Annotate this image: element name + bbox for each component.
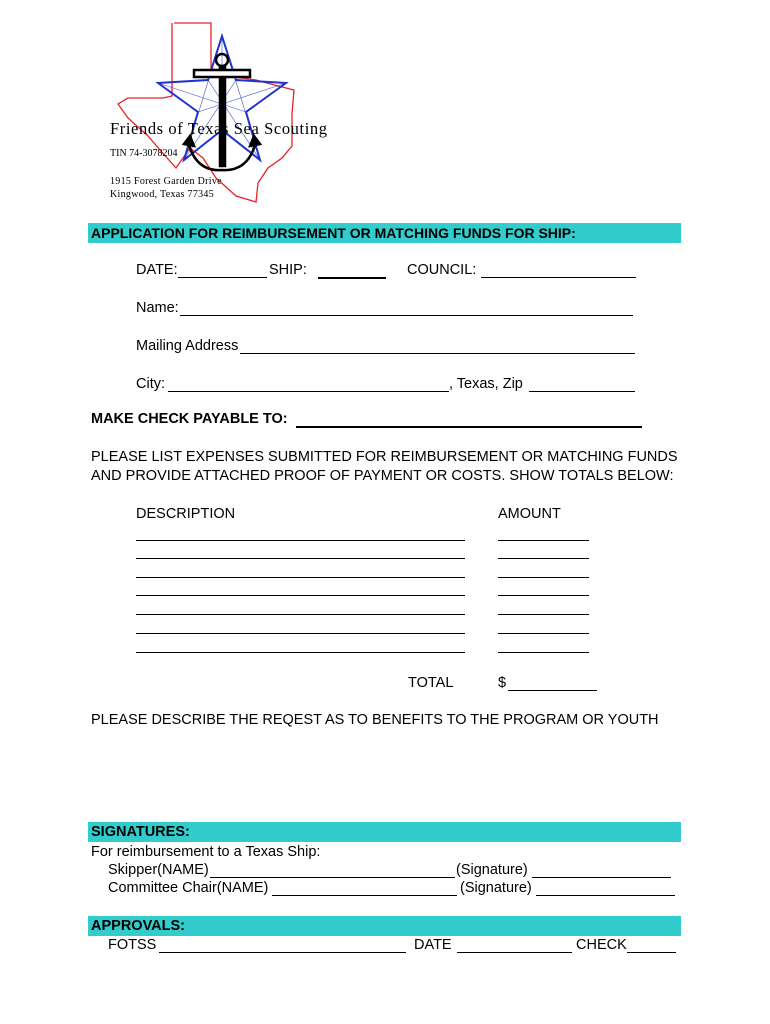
description-row-field[interactable] xyxy=(136,614,465,615)
texas-zip-label: , Texas, Zip xyxy=(449,376,523,392)
approval-date-field[interactable] xyxy=(457,952,572,953)
ship-label: SHIP: xyxy=(269,262,307,278)
signatures-heading: SIGNATURES: xyxy=(91,824,190,840)
council-label: COUNCIL: xyxy=(407,262,477,278)
description-row-field[interactable] xyxy=(136,540,465,541)
instructions-line-1: PLEASE LIST EXPENSES SUBMITTED FOR REIMBURSEMENT OR MATCHING FUNDS xyxy=(91,449,678,465)
describe-request-area[interactable] xyxy=(91,735,681,815)
amount-row-field[interactable] xyxy=(498,595,589,596)
council-field[interactable] xyxy=(481,277,636,278)
amount-row-field[interactable] xyxy=(498,614,589,615)
mailing-address-field[interactable] xyxy=(240,353,635,354)
description-row-field[interactable] xyxy=(136,577,465,578)
date-label: DATE: xyxy=(136,262,178,278)
committee-chair-signature-label: (Signature) xyxy=(460,880,532,896)
instructions-line-2: AND PROVIDE ATTACHED PROOF OF PAYMENT OR COSTS. SHOW TOTALS BELOW: xyxy=(91,468,674,484)
description-row-field[interactable] xyxy=(136,633,465,634)
fotss-field[interactable] xyxy=(159,952,406,953)
description-row-field[interactable] xyxy=(136,652,465,653)
description-header: DESCRIPTION xyxy=(136,506,236,522)
form-title: APPLICATION FOR REIMBURSEMENT OR MATCHING FUNDS FOR SHIP: xyxy=(91,225,576,241)
amount-row-field[interactable] xyxy=(498,540,589,541)
amount-row-field[interactable] xyxy=(498,558,589,559)
check-label: CHECK xyxy=(576,937,627,953)
zip-field[interactable] xyxy=(529,391,635,392)
signatures-intro: For reimbursement to a Texas Ship: xyxy=(91,844,321,860)
amount-row-field[interactable] xyxy=(498,577,589,578)
skipper-name-field[interactable] xyxy=(210,877,455,878)
name-field[interactable] xyxy=(180,315,633,316)
payable-to-label: MAKE CHECK PAYABLE TO: xyxy=(91,411,288,427)
address-line-2: Kingwood, Texas 77345 xyxy=(110,189,215,200)
name-label: Name: xyxy=(136,300,179,316)
committee-chair-signature-field[interactable] xyxy=(536,895,675,896)
date-field[interactable] xyxy=(178,277,267,278)
description-row-field[interactable] xyxy=(136,595,465,596)
mailing-address-label: Mailing Address xyxy=(136,338,239,354)
committee-chair-name-label: Committee Chair(NAME) xyxy=(108,880,269,896)
amount-row-field[interactable] xyxy=(498,652,589,653)
committee-chair-name-field[interactable] xyxy=(272,895,457,896)
ship-field[interactable] xyxy=(318,277,386,279)
skipper-signature-label: (Signature) xyxy=(456,862,528,878)
tin-number: TIN 74-3078204 xyxy=(110,148,178,159)
approval-date-label: DATE xyxy=(414,937,452,953)
skipper-signature-field[interactable] xyxy=(532,877,671,878)
total-field[interactable] xyxy=(508,690,597,691)
total-currency: $ xyxy=(498,675,507,691)
total-label: TOTAL xyxy=(408,675,454,691)
org-name: Friends of Texas Sea Scouting xyxy=(110,119,328,138)
skipper-name-label: Skipper(NAME) xyxy=(108,862,209,878)
amount-row-field[interactable] xyxy=(498,633,589,634)
fotss-label: FOTSS xyxy=(108,937,157,953)
address-line-1: 1915 Forest Garden Drive xyxy=(110,176,222,187)
description-row-field[interactable] xyxy=(136,558,465,559)
city-label: City: xyxy=(136,376,165,392)
city-field[interactable] xyxy=(168,391,449,392)
describe-request-label: PLEASE DESCRIBE THE REQEST AS TO BENEFITS TO THE PROGRAM OR YOUTH xyxy=(91,712,659,728)
payable-to-field[interactable] xyxy=(296,426,642,428)
amount-header: AMOUNT xyxy=(498,506,561,522)
approvals-heading: APPROVALS: xyxy=(91,918,185,934)
check-field[interactable] xyxy=(627,952,676,953)
